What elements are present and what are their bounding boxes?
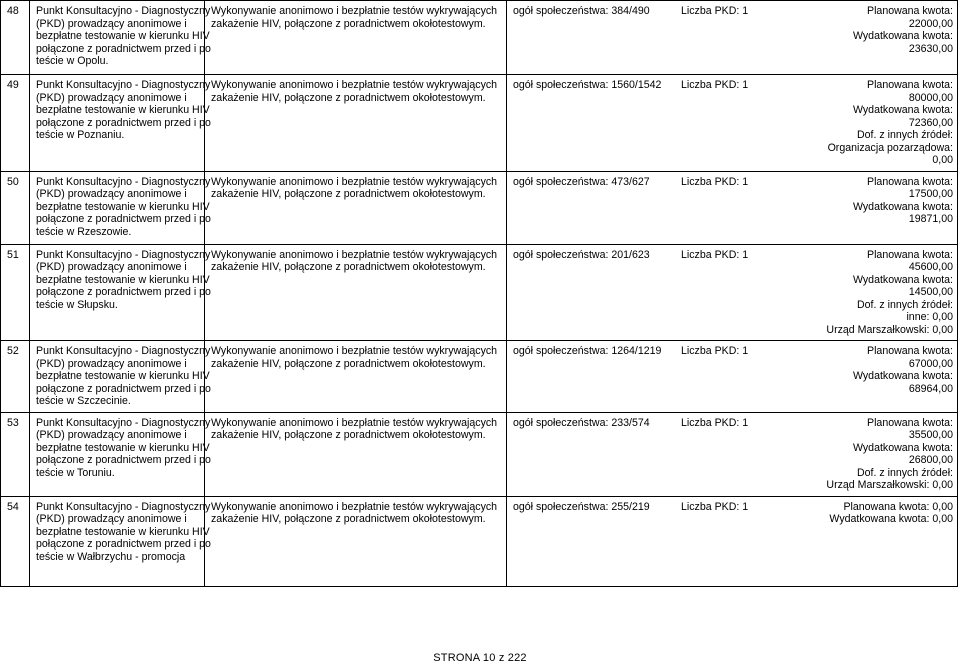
program-name-line: teście w Opolu. xyxy=(36,55,109,67)
program-name-line: bezpłatne testowanie w kierunku HIV xyxy=(36,104,210,116)
program-name xyxy=(30,341,211,413)
table-row xyxy=(1,75,958,172)
program-name-line: połączone z poradnictwem przed i po xyxy=(36,116,211,129)
program-name-line: połączone z poradnictwem przed i po xyxy=(36,213,211,225)
program-name-line: (PKD) prowadzący anonimowe i xyxy=(36,91,187,104)
program-name-line: bezpłatne testowanie w kierunku HIV xyxy=(36,273,210,286)
program-name-line: Punkt Konsultacyjno - Diagnostyczny xyxy=(36,175,211,188)
program-name xyxy=(30,496,211,586)
program-name-line: bezpłatne testowanie w kierunku HIV xyxy=(36,200,210,213)
funding-line: Planowana kwota: xyxy=(867,248,953,261)
funding-line: 0,00 xyxy=(932,154,953,166)
funding-amounts xyxy=(805,341,958,413)
row-number: 53 xyxy=(1,412,30,496)
program-name-line: (PKD) prowadzący anonimowe i xyxy=(36,17,187,30)
program-description-line: Wykonywanie anonimowo i bezpłatnie testów wykrywających xyxy=(211,345,498,357)
funding-line: 22000,00 xyxy=(908,17,953,30)
program-description xyxy=(205,1,507,75)
table-row xyxy=(1,412,958,496)
target-population: ogół społeczeństwa: 233/574 xyxy=(507,412,676,496)
program-name-line: (PKD) prowadzący anonimowe i xyxy=(36,261,187,273)
funding-amounts xyxy=(805,412,958,496)
funding-line: Planowana kwota: xyxy=(867,5,953,17)
program-description-line: zakażenie HIV, połączone z poradnictwem okołotestowym. xyxy=(211,357,486,370)
funding-line: 45600,00 xyxy=(908,261,953,273)
target-population: ogół społeczeństwa: 1264/1219 xyxy=(507,341,676,413)
funding-line: Dof. z innych źródeł: xyxy=(857,129,953,141)
funding-line: 19871,00 xyxy=(908,213,953,225)
funding-line: Planowana kwota: xyxy=(867,79,953,91)
program-description-line: Wykonywanie anonimowo i bezpłatnie testów wykrywających xyxy=(211,416,498,429)
program-name-line: Punkt Konsultacyjno - Diagnostyczny xyxy=(36,5,211,17)
program-name-line: połączone z poradnictwem przed i po xyxy=(36,42,211,55)
funding-line: 67000,00 xyxy=(908,357,953,370)
pkd-count: Liczba PKD: 1 xyxy=(675,341,805,413)
program-name-line: Punkt Konsultacyjno - Diagnostyczny xyxy=(36,79,211,91)
program-name-line: (PKD) prowadzący anonimowe i xyxy=(36,429,187,441)
program-description-line: zakażenie HIV, połączone z poradnictwem okołotestowym. xyxy=(211,91,486,104)
program-name-line: teście w Rzeszowie. xyxy=(36,225,132,238)
program-description-line: zakażenie HIV, połączone z poradnictwem okołotestowym. xyxy=(211,17,486,30)
funding-line: 68964,00 xyxy=(908,382,953,395)
program-name-line: Punkt Konsultacyjno - Diagnostyczny xyxy=(36,500,211,513)
pkd-count: Liczba PKD: 1 xyxy=(675,412,805,496)
program-description xyxy=(205,496,507,586)
pkd-count: Liczba PKD: 1 xyxy=(675,244,805,341)
program-name xyxy=(30,412,211,496)
row-number: 51 xyxy=(1,244,30,341)
funding-line: Wydatkowana kwota: xyxy=(852,30,953,42)
row-number: 54 xyxy=(1,496,30,586)
program-name-line: połączone z poradnictwem przed i po xyxy=(36,286,211,298)
program-description xyxy=(205,412,507,496)
program-description xyxy=(205,341,507,413)
table-row xyxy=(1,1,958,75)
program-name-line: Punkt Konsultacyjno - Diagnostyczny xyxy=(36,345,211,357)
row-number: 49 xyxy=(1,75,30,172)
funding-line: 80000,00 xyxy=(908,91,953,104)
pkd-count: Liczba PKD: 1 xyxy=(675,171,805,244)
program-description-line: Wykonywanie anonimowo i bezpłatnie testów wykrywających xyxy=(211,248,498,261)
program-description-line: zakażenie HIV, połączone z poradnictwem okołotestowym. xyxy=(211,188,486,200)
program-description-line: Wykonywanie anonimowo i bezpłatnie testów wykrywających xyxy=(211,79,498,91)
program-description-line: Wykonywanie anonimowo i bezpłatnie testów wykrywających xyxy=(211,175,498,188)
funding-line: inne: 0,00 xyxy=(906,311,953,323)
program-name-line: Punkt Konsultacyjno - Diagnostyczny xyxy=(36,416,211,429)
funding-line: Wydatkowana kwota: xyxy=(852,370,953,382)
funding-line: Dof. z innych źródeł: xyxy=(857,466,953,479)
funding-line: 26800,00 xyxy=(908,454,953,466)
funding-amounts xyxy=(805,244,958,341)
program-name-line: teście w Toruniu. xyxy=(36,466,115,479)
program-name-line: (PKD) prowadzący anonimowe i xyxy=(36,188,187,200)
target-population: ogół społeczeństwa: 384/490 xyxy=(507,1,676,75)
funding-line: Wydatkowana kwota: xyxy=(852,200,953,213)
funding-amounts xyxy=(805,496,958,586)
target-population: ogół społeczeństwa: 1560/1542 xyxy=(507,75,676,172)
program-name xyxy=(30,171,211,244)
funding-line: 72360,00 xyxy=(908,116,953,129)
funding-line: Planowana kwota: 0,00 xyxy=(843,500,953,513)
program-name-line: teście w Wałbrzychu - promocja xyxy=(36,550,186,563)
program-name-line: połączone z poradnictwem przed i po xyxy=(36,382,211,395)
row-number: 52 xyxy=(1,341,30,413)
funding-line: Urząd Marszałkowski: 0,00 xyxy=(826,479,953,491)
funding-line: 23630,00 xyxy=(908,42,953,55)
table-row xyxy=(1,496,958,586)
program-description-line: zakażenie HIV, połączone z poradnictwem okołotestowym. xyxy=(211,429,486,441)
program-description xyxy=(205,171,507,244)
funding-line: Planowana kwota: xyxy=(867,416,953,429)
funding-amounts xyxy=(805,171,958,244)
program-table-body xyxy=(1,1,958,587)
program-name-line: teście w Słupsku. xyxy=(36,298,118,311)
table-row xyxy=(1,171,958,244)
program-description xyxy=(205,244,507,341)
pkd-count: Liczba PKD: 1 xyxy=(675,496,805,586)
funding-line: 17500,00 xyxy=(908,188,953,200)
program-name xyxy=(30,244,211,341)
program-name-line: teście w Szczecinie. xyxy=(36,395,131,407)
program-name-line: bezpłatne testowanie w kierunku HIV xyxy=(36,525,210,538)
row-number: 48 xyxy=(1,1,30,75)
page-number: STRONA 10 z 222 xyxy=(433,652,527,664)
program-name-line: bezpłatne testowanie w kierunku HIV xyxy=(36,30,210,42)
pkd-count: Liczba PKD: 1 xyxy=(675,1,805,75)
program-description xyxy=(205,75,507,172)
pkd-count: Liczba PKD: 1 xyxy=(675,75,805,172)
program-name-line: Punkt Konsultacyjno - Diagnostyczny xyxy=(36,248,211,261)
program-name xyxy=(30,1,211,75)
program-name-line: połączone z poradnictwem przed i po xyxy=(36,538,211,550)
target-population: ogół społeczeństwa: 255/219 xyxy=(507,496,676,586)
target-population: ogół społeczeństwa: 473/627 xyxy=(507,171,676,244)
funding-line: 35500,00 xyxy=(908,429,953,441)
program-name-line: (PKD) prowadzący anonimowe i xyxy=(36,513,187,525)
program-description-line: zakażenie HIV, połączone z poradnictwem okołotestowym. xyxy=(211,513,486,525)
funding-line: Wydatkowana kwota: 0,00 xyxy=(829,513,953,525)
row-number: 50 xyxy=(1,171,30,244)
program-name-line: połączone z poradnictwem przed i po xyxy=(36,454,211,466)
table-row xyxy=(1,244,958,341)
program-name-line: bezpłatne testowanie w kierunku HIV xyxy=(36,370,210,382)
funding-line: Wydatkowana kwota: xyxy=(852,273,953,286)
funding-amounts xyxy=(805,75,958,172)
table-row xyxy=(1,341,958,413)
funding-line: Urząd Marszałkowski: 0,00 xyxy=(826,323,953,336)
funding-line: 14500,00 xyxy=(908,286,953,298)
funding-line: Organizacja pozarządowa: xyxy=(827,141,953,154)
funding-amounts xyxy=(805,1,958,75)
target-population: ogół społeczeństwa: 201/623 xyxy=(507,244,676,341)
program-name-line: bezpłatne testowanie w kierunku HIV xyxy=(36,441,210,454)
program-name xyxy=(30,75,211,172)
funding-line: Planowana kwota: xyxy=(867,175,953,188)
funding-line: Wydatkowana kwota: xyxy=(852,104,953,116)
program-description-line: Wykonywanie anonimowo i bezpłatnie testów wykrywających xyxy=(211,5,498,17)
program-description-line: zakażenie HIV, połączone z poradnictwem okołotestowym. xyxy=(211,261,486,273)
program-description-line: Wykonywanie anonimowo i bezpłatnie testów wykrywających xyxy=(211,500,498,513)
program-name-line: (PKD) prowadzący anonimowe i xyxy=(36,357,187,370)
funding-line: Planowana kwota: xyxy=(867,345,953,357)
funding-line: Dof. z innych źródeł: xyxy=(857,298,953,311)
program-name-line: teście w Poznaniu. xyxy=(36,129,125,141)
funding-line: Wydatkowana kwota: xyxy=(852,441,953,454)
